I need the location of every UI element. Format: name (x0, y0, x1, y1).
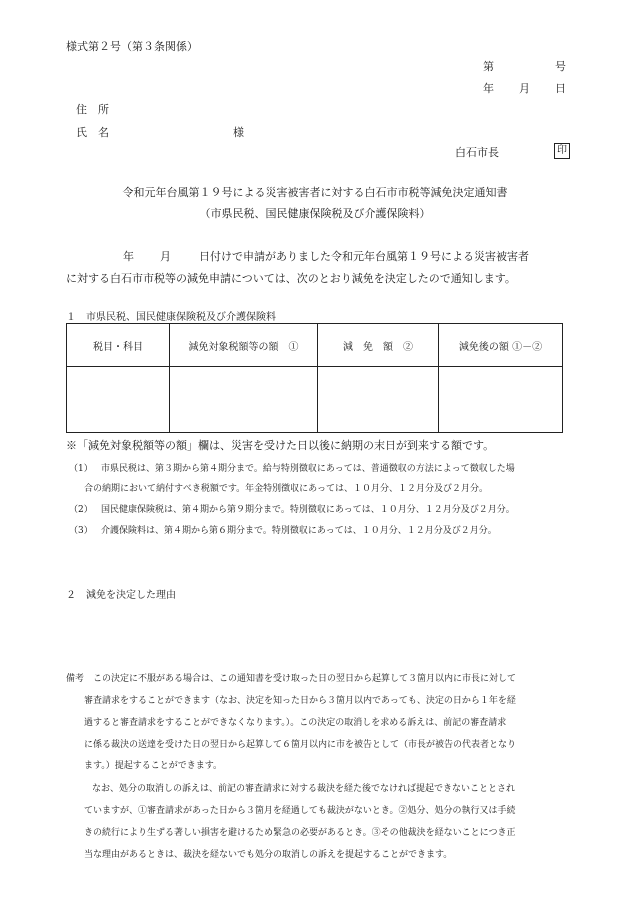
table-header-row (67, 324, 563, 367)
footnote-2-line: 国民健康保険税は、第４期から第９期分まで。特別徴収にあっては、１０月分、１２月分及び２月分。 (101, 505, 515, 515)
remarks-line: 当な理由があるときは、裁決を経ないでも処分の取消しの訴えを提起することができます。 (84, 850, 453, 860)
footnote-3-number: （3） (69, 526, 93, 536)
remarks-line: 過すると審査請求をすることができなくなります。）。この決定の取消しを求める訴えは、前記の審査請求 (84, 718, 507, 728)
form-label: 様式第２号（第３条関係） (66, 40, 198, 53)
doc-number-suffix: 号 (555, 60, 566, 73)
table-cell (318, 367, 439, 433)
footnote-1-line: 市県民税は、第３期から第４期分まで。給与特別徴収にあっては、普通徴収の方法によって徴収した場 (101, 464, 515, 474)
remarks-line: なお、処分の取消しの訴えは、前記の審査請求に対する裁決を経た後でなければ提起できないこととされ (92, 784, 516, 794)
remarks-line: きの続行により生ずる著しい損害を避けるため緊急の必要があるとき。③その他裁決を経ないことにつき正 (84, 828, 516, 838)
title-line-2: （市県民税、国民健康保険税及び介護保険料） (199, 207, 431, 220)
intro-year: 年 (123, 250, 134, 263)
table-row (67, 367, 563, 433)
intro-line-2: に対する白石市市税等の減免申請については、次のとおり減免を決定したので通知します。 (66, 272, 516, 285)
doc-number-prefix: 第 (483, 60, 494, 73)
column-header: 減免対象税額等の額 ① (170, 324, 318, 367)
intro-month: 月 (160, 250, 171, 263)
remarks-line: 審査請求をすることができます（なお、決定を知った日から３箇月以内であっても、決定の日から１年を経 (84, 696, 516, 706)
issuer-name: 白石市長 (455, 146, 499, 159)
honorific: 様 (233, 126, 244, 139)
date-year: 年 (483, 82, 494, 95)
footnote-2-number: （2） (69, 505, 93, 515)
remarks-line: ます。）提起することができます。 (84, 761, 223, 771)
footnote-1-line: 合の納期において納付すべき税額です。年金特別徴収にあっては、１０月分、１２月分及び２月分。 (84, 484, 489, 494)
remarks-label: 備考 (66, 674, 85, 684)
tax-table (66, 323, 563, 433)
name-label: 氏 名 (76, 126, 109, 139)
date-day: 日 (555, 82, 566, 95)
title-line-1: 令和元年台風第１９号による災害被害者に対する白石市市税等減免決定通知書 (122, 186, 508, 199)
table-cell (170, 367, 318, 433)
column-header: 減免後の額 ①－② (439, 324, 563, 367)
intro-line-1: 日付けで申請がありました令和元年台風第１９号による災害被害者 (199, 250, 529, 263)
date-month: 月 (519, 82, 530, 95)
column-header: 税目・科目 (67, 324, 170, 367)
footnote-3-line: 介護保険料は、第４期から第６期分まで。特別徴収にあっては、１０月分、１２月分及び２月分。 (101, 526, 497, 536)
section-2-heading: ２ 減免を決定した理由 (66, 590, 176, 601)
seal-mark: 印 (554, 143, 570, 159)
section-1-heading: １ 市県民税、国民健康保険税及び介護保険料 (66, 312, 276, 323)
remarks-line: ていますが、①審査請求があった日から３箇月を経過しても裁決がないとき。②処分、処分の執行又は手続 (84, 806, 516, 816)
column-header: 減 免 額 ② (318, 324, 439, 367)
remarks-line: この決定に不服がある場合は、この通知書を受け取った日の翌日から起算して３箇月以内に市長に対して (93, 674, 517, 684)
remarks-line: に係る裁決の送達を受けた日の翌日から起算して６箇月以内に市を被告として（市長が被告の代表者となり (84, 740, 517, 750)
footnote-main: ※「減免対象税額等の額」欄は、災害を受けた日以後に納期の末日が到来する額です。 (66, 439, 495, 452)
footnote-1-number: （1） (69, 464, 93, 474)
table-cell (67, 367, 170, 433)
table-cell (439, 367, 563, 433)
address-label: 住 所 (76, 103, 109, 116)
